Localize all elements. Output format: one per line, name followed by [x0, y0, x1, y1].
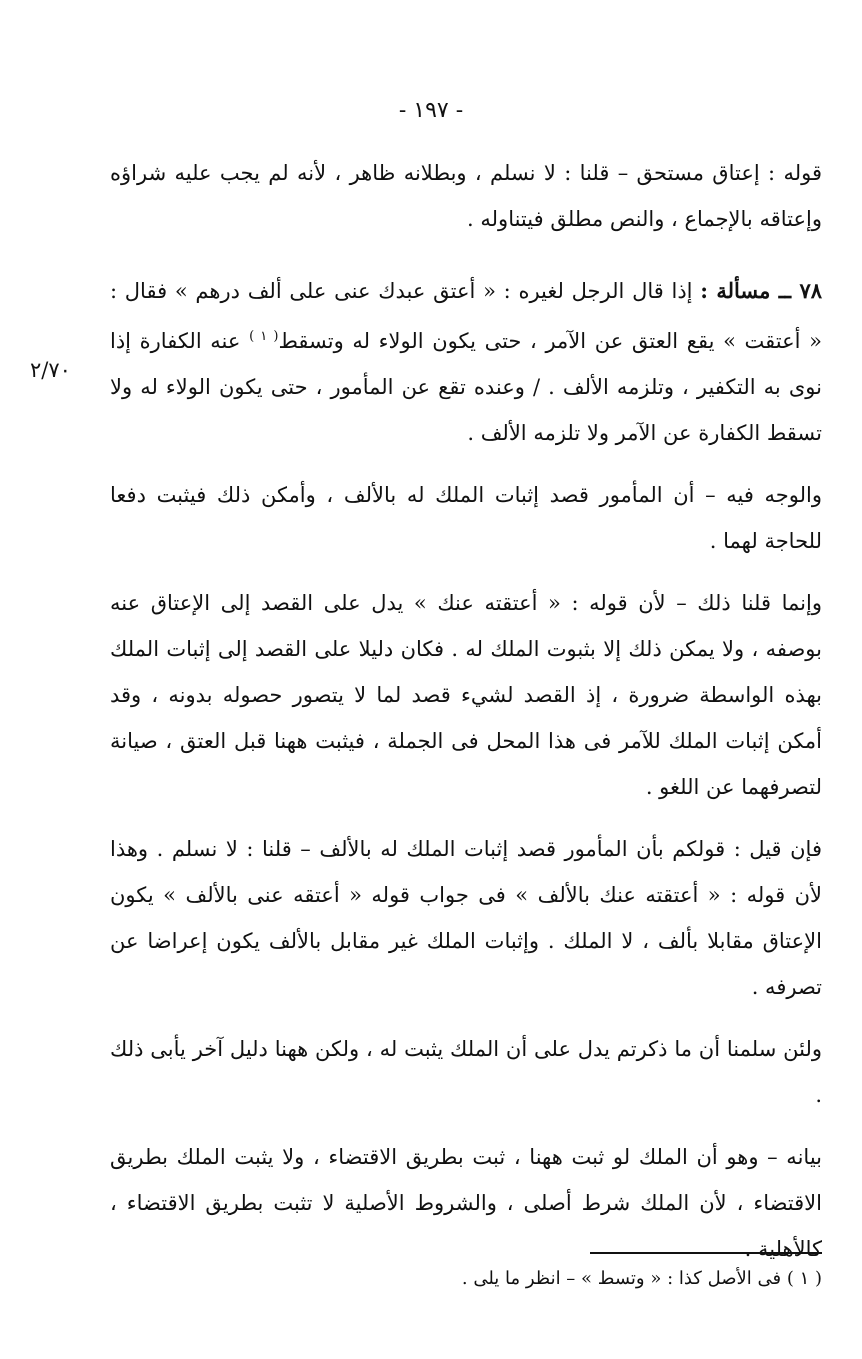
paragraph-1: قوله : إعتاق مستحق – قلنا : لا نسلم ، وبطلانه ظاهر ، لأنه لم يجب عليه شراؤه وإعتاقه بالإجماع ، والنص مطلق فيتناوله . [110, 161, 822, 231]
paragraph-2-text-b: عنه الكفارة إذا نوى به التكفير ، وتلزمه الألف . / وعنده تقع عن المأمور ، حتى يكون الولاء له ولا تسقط الكفارة عن الآمر ولا تلزمه الألف . [110, 329, 822, 445]
page-number: - ١٩٧ - [398, 98, 464, 123]
paragraph-6: ولئن سلمنا أن ما ذكرتم يدل على أن الملك يثبت له ، ولكن ههنا دليل آخر يأبى ذلك . [110, 1037, 822, 1107]
paragraph-3: والوجه فيه – أن المأمور قصد إثبات الملك له بالألف ، وأمكن ذلك فيثبت دفعا للحاجة لهما . [110, 483, 822, 553]
footnote-divider [590, 1252, 822, 1254]
margin-note: ٢/٧٠ [30, 358, 71, 382]
footnote: ( ١ ) فى الأصل كذا : « وتسط » – انظر ما يلى . [461, 1268, 822, 1289]
paragraph-4: وإنما قلنا ذلك – لأن قوله : « أعتقته عنك » يدل على القصد إلى الإعتاق عنه بوصفه ، ولا يمكن ذلك إلا بثبوت الملك له . فكان دليلا على القصد إلى إثبات الملك بهذه الواسطة ضرورة ، إذ القصد لشيء قصد لما لا يتصور حصوله بدونه ، وقد أمكن إثبات الملك للآمر فى هذا المحل فى الجملة ، فيثبت ههنا قبل العتق ، صيانة لتصرفهما عن اللغو . [110, 591, 822, 799]
paragraph-7: بيانه – وهو أن الملك لو ثبت ههنا ، ثبت بطريق الاقتضاء ، ولا يثبت الملك بطريق الاقتضاء ، لأن الملك شرط أصلى ، والشروط الأصلية لا تثبت بطريق الاقتضاء ، كالأهلية . [110, 1145, 822, 1261]
paragraph-2 [110, 268, 822, 456]
footnote-reference: ( ١ ) [249, 329, 279, 344]
paragraph-2-text-a: إذا قال الرجل لغيره : « أعتق عبدك عنى على ألف درهم » فقال : « أعتقت » يقع العتق عن الآمر ، حتى يكون الولاء له وتسقط [110, 279, 822, 353]
paragraph-5: فإن قيل : قولكم بأن المأمور قصد إثبات الملك له بالألف – قلنا : لا نسلم . وهذا لأن قوله : « أعتقته عنك بالألف » فى جواب قوله « أعتقه عنى بالألف » يكون الإعتاق مقابلا بألف ، لا الملك . وإثبات الملك غير مقابل بالألف يكون إعراضا عن تصرفه . [110, 837, 822, 999]
issue-heading: ٧٨ ــ مسألة : [700, 278, 822, 303]
body-text [110, 150, 822, 1288]
